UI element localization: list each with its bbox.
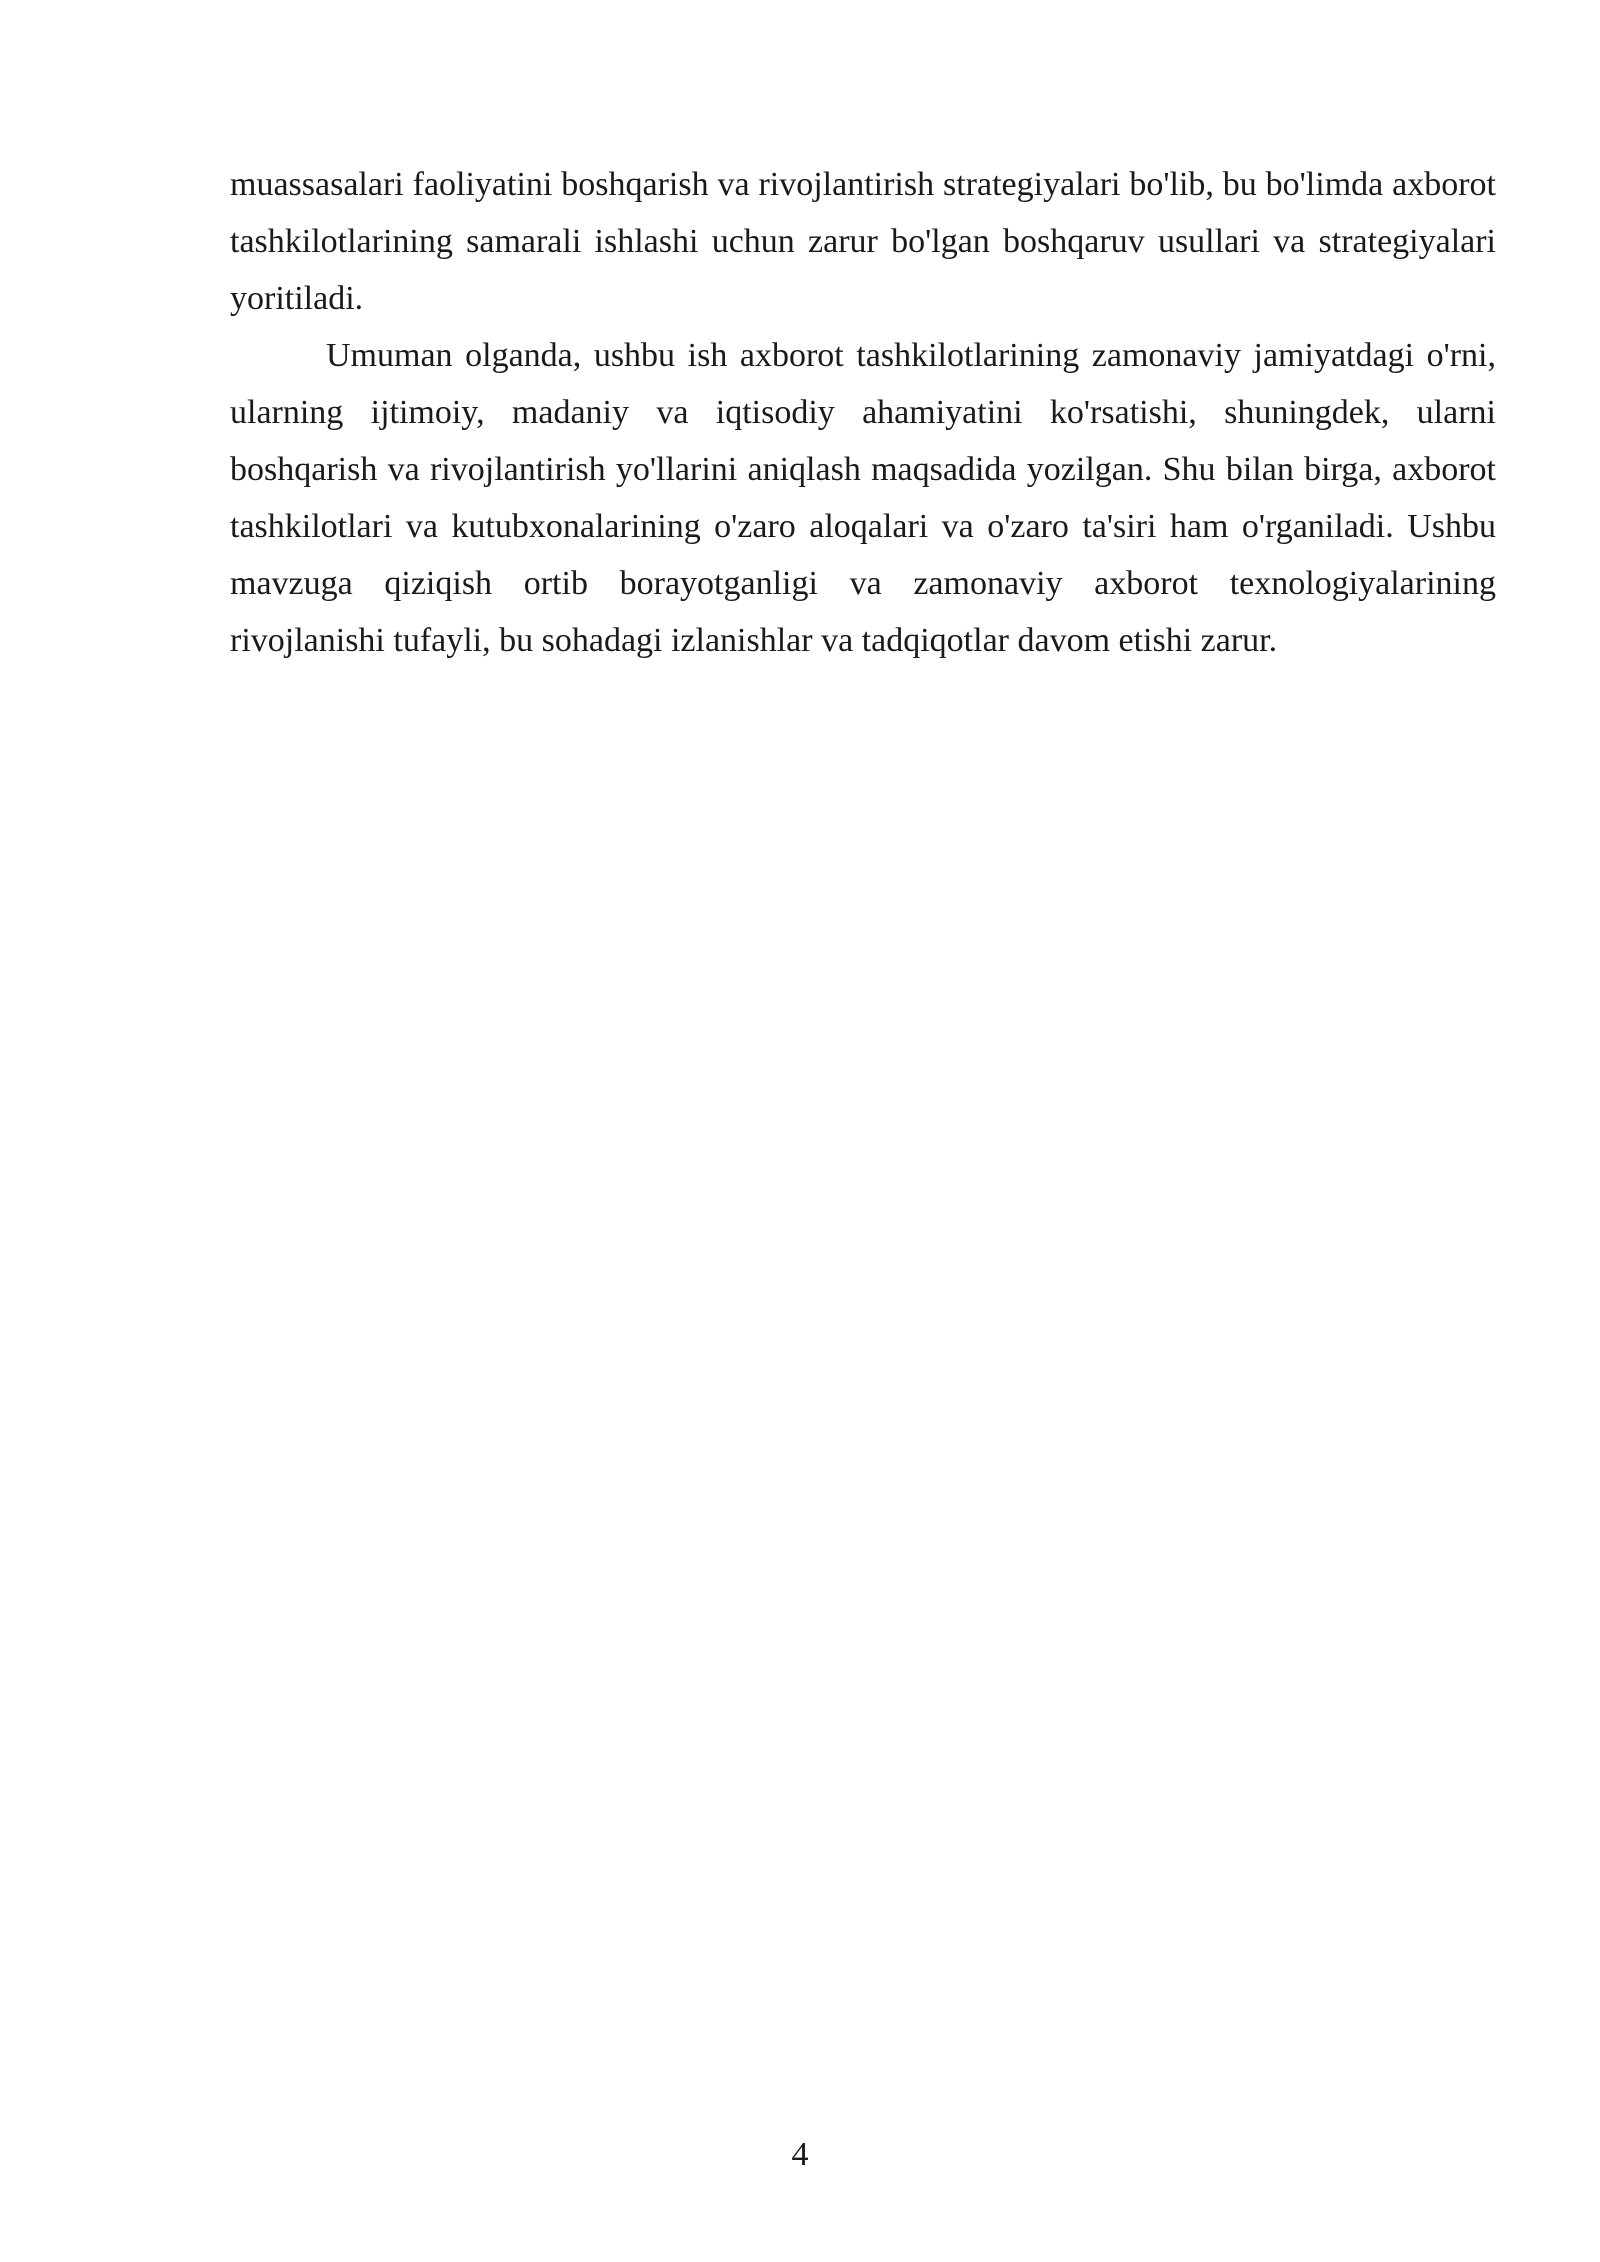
paragraph-conclusion: Umuman olganda, ushbu ish axborot tashkilotlarining zamonaviy jamiyatdagi o'rni, ularning ijtimoiy, madaniy va iqtisodiy ahamiyatini ko'rsatishi, shuningdek, ularni boshqarish va rivojlantirish yo'llarini aniqlash maqsadida yozilgan. Shu bilan birga, axborot tashkilotlari va kutubxonalarining o'zaro aloqalari va o'zaro ta'siri ham o'rganiladi. Ushbu mavzuga qiziqish ortib borayotganligi va zamonaviy axborot texnologiyalarining rivojlanishi tufayli, bu sohadagi izlanishlar va tadqiqotlar davom etishi zarur. (230, 337, 1496, 659)
document-body (230, 156, 1496, 669)
page-number: 4 (791, 2136, 809, 2173)
paragraph-continuation: muassasalari faoliyatini boshqarish va rivojlantirish strategiyalari bo'lib, bu bo'limda axborot tashkilotlarining samarali ishlashi uchun zarur bo'lgan boshqaruv usullari va strategiyalari yoritiladi. (230, 166, 1496, 317)
